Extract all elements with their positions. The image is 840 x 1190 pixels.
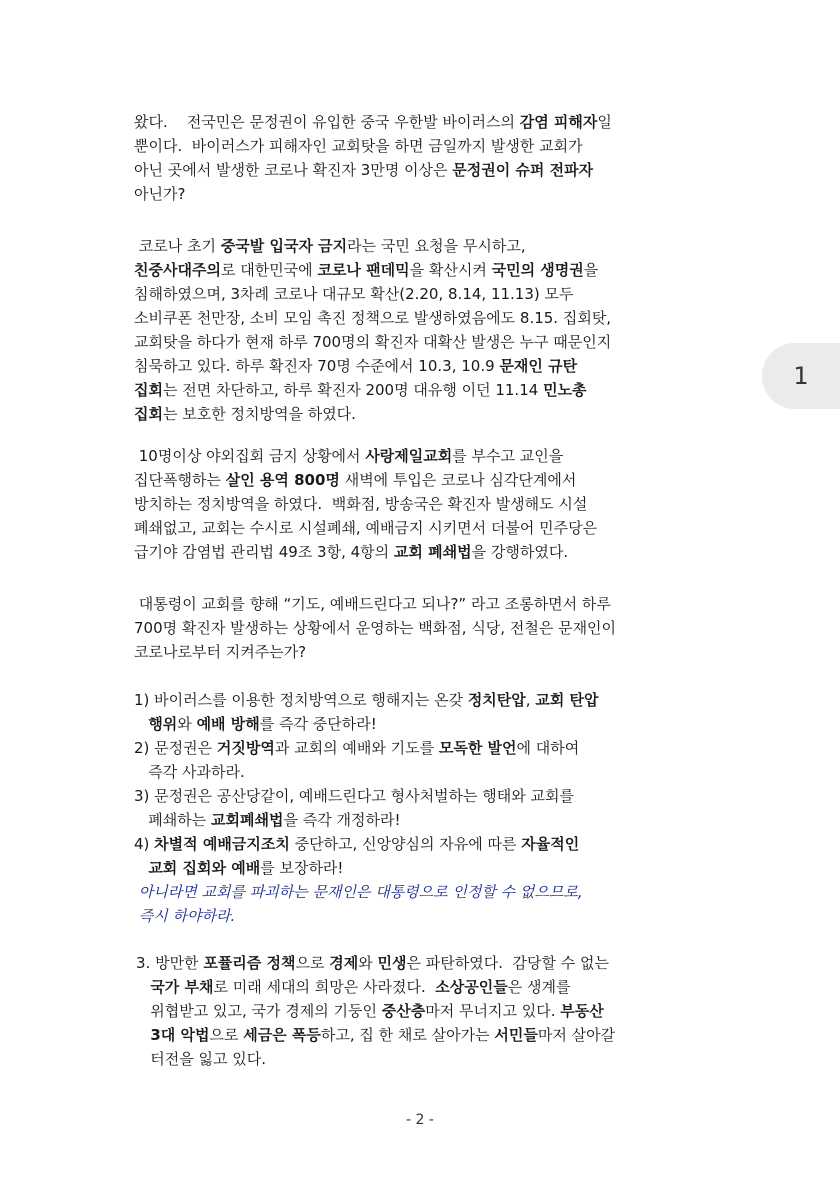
text-segment: [136, 978, 150, 996]
bold-text: 자율적인: [521, 835, 580, 853]
bold-text: 집회: [134, 405, 163, 423]
text-line: [134, 616, 746, 640]
text-segment: 은 파탄하였다. 감당할 수 없는: [406, 954, 609, 972]
bold-text: 국민의 생명권: [491, 261, 584, 279]
bold-text: 소상공인들: [435, 978, 508, 996]
text-line: [134, 592, 746, 616]
text-segment: 하고, 집 한 채로 살아가는: [320, 1026, 495, 1044]
text-line: [136, 1023, 748, 1047]
text-segment: 로 대한민국에: [220, 261, 318, 279]
bold-text: 교회폐쇄법: [211, 811, 284, 829]
bold-text: 정치탄압: [467, 691, 526, 709]
text-segment: 소비쿠폰 천만장, 소비 모임 촉진 정책으로 발생하였음에도 8.15. 집회탓,: [134, 309, 612, 327]
text-segment: 마저 살아갈: [537, 1026, 616, 1044]
text-segment: 3) 문정권은 공산당같이, 예배드린다고 형사처벌하는 행태와 교회를: [134, 787, 575, 805]
text-segment: 은 생계를: [507, 978, 571, 996]
text-line: [134, 640, 746, 664]
text-segment: 1) 바이러스를 이용한 정치방역으로 행해지는 온갖: [134, 691, 468, 709]
bold-text: 코로나 팬데믹: [317, 261, 410, 279]
bold-text: 세금은 폭등: [243, 1026, 321, 1044]
text-line: [134, 234, 746, 258]
bold-text: 모독한 발언: [438, 739, 517, 757]
text-segment: 을 확산시켜: [409, 261, 492, 279]
text-segment: 교회탓을 하다가 현재 하루 700명의 확진자 대확산 발생은 누구 때문인지: [134, 333, 612, 351]
text-line: [134, 808, 746, 832]
text-line: [134, 378, 746, 402]
text-segment: 와: [177, 715, 197, 733]
text-segment: 급기야 감염법 관리법 49조 3항, 4항의: [134, 543, 394, 561]
bold-text: 집회: [134, 381, 163, 399]
emphasis-text: 아니라면 교회를 파괴하는 문재인은 대통령으로 인정할 수 없으므로,: [134, 883, 583, 901]
text-segment: 3. 방만한: [136, 954, 204, 972]
text-segment: 4): [134, 835, 155, 853]
text-segment: [134, 715, 148, 733]
text-segment: 폐쇄없고, 교회는 수시로 시설폐쇄, 예배금지 시키면서 더불어 민주당은: [134, 519, 598, 537]
text-segment: 새벽에 투입은 코로나 심각단계에서: [339, 471, 577, 489]
text-line: [134, 492, 746, 516]
text-segment: [136, 1026, 150, 1044]
text-segment: 터전을 잃고 있다.: [136, 1050, 267, 1068]
page-number-tab[interactable]: 1: [762, 343, 840, 409]
text-segment: 라는 국민 요청을 무시하고,: [347, 237, 526, 255]
text-line: [134, 110, 746, 134]
text-segment: 를 부수고 교인을: [452, 447, 564, 465]
text-segment: 위협받고 있고, 국가 경제의 기둥인: [136, 1002, 382, 1020]
bold-text: 교회 폐쇄법: [393, 543, 472, 561]
text-line: [134, 904, 746, 928]
text-line: [134, 784, 746, 808]
text-line: [134, 468, 746, 492]
bold-text: 예배 방해: [196, 715, 260, 733]
text-line: [134, 258, 746, 282]
text-segment: 코로나 초기: [134, 237, 221, 255]
text-segment: 을 강행하였다.: [471, 543, 569, 561]
text-line: [134, 282, 746, 306]
text-segment: 왔다. 전국민은 문정권이 유입한 중국 우한발 바이러스의: [134, 113, 520, 131]
text-segment: 뿐이다. 바이러스가 피해자인 교회탓을 하면 금일까지 발생한 교회가: [134, 137, 583, 155]
text-segment: 를 즉각 중단하라!: [259, 715, 377, 733]
text-line: [134, 330, 746, 354]
text-segment: [134, 859, 148, 877]
text-line: [134, 354, 746, 378]
text-segment: 코로나로부터 지켜주는가?: [134, 643, 307, 661]
text-segment: 집단폭행하는: [134, 471, 226, 489]
bold-text: 문정권이 슈퍼 전파자: [452, 161, 594, 179]
text-line: [134, 832, 746, 856]
text-segment: 마저 무너지고 있다.: [425, 1002, 561, 1020]
bold-text: 사랑제일교회: [365, 447, 453, 465]
bold-text: 교회 집회와 예배: [148, 859, 261, 877]
text-segment: 을 즉각 개정하라!: [283, 811, 401, 829]
paragraph-president-mockery: [134, 592, 746, 664]
text-line: [134, 736, 746, 760]
text-segment: 10명이상 야외집회 금지 상황에서: [134, 447, 366, 465]
demands-list: [134, 688, 746, 928]
text-line: [134, 712, 746, 736]
text-segment: 중단하고, 신앙양심의 자유에 따른: [289, 835, 522, 853]
text-segment: 침묵하고 있다. 하루 확진자 70명 수준에서 10.3, 10.9: [134, 357, 500, 375]
text-line: [134, 856, 746, 880]
bold-text: 서민들: [494, 1026, 538, 1044]
bold-text: 경제: [329, 954, 359, 972]
text-segment: 대통령이 교회를 향해 “기도, 예배드린다고 되나?” 라고 조롱하면서 하루: [134, 595, 611, 613]
text-segment: 일: [597, 113, 612, 131]
bold-text: 중산층: [381, 1002, 426, 1020]
paragraph-infection-victims: [134, 110, 746, 206]
text-line: [134, 402, 746, 426]
text-line: [134, 134, 746, 158]
bold-text: 부동산: [560, 1002, 604, 1020]
bold-text: 거짓방역: [216, 739, 275, 757]
text-segment: 으로: [295, 954, 330, 972]
bold-text: 차별적 예배금지조치: [154, 835, 290, 853]
text-line: [134, 182, 746, 206]
paragraph-church-raid: [134, 444, 746, 564]
text-segment: 700명 확진자 발생하는 상황에서 운영하는 백화점, 식당, 전철은 문재인이: [134, 619, 617, 637]
bold-text: 살인 용역 800명: [225, 471, 340, 489]
bold-text: 3대 악법: [150, 1026, 210, 1044]
bold-text: 문재인 규탄: [499, 357, 578, 375]
paragraph-pandemic-spread: [134, 234, 746, 426]
text-segment: 폐쇄하는: [134, 811, 212, 829]
text-line: [134, 688, 746, 712]
text-segment: 과 교회의 예배와 기도를: [274, 739, 439, 757]
text-line: [134, 880, 746, 904]
bold-text: 민생: [377, 954, 407, 972]
bold-text: 감염 피해자: [519, 113, 598, 131]
bold-text: 교회 탄압: [535, 691, 599, 709]
bold-text: 친중사대주의: [134, 261, 221, 279]
text-segment: ,: [525, 691, 536, 709]
text-line: [134, 444, 746, 468]
text-line: [134, 306, 746, 330]
bold-text: 민노총: [543, 381, 587, 399]
bold-text: 포퓰리즘 정책: [203, 954, 296, 972]
bold-text: 행위: [148, 715, 178, 733]
text-line: [136, 1047, 748, 1071]
text-line: [134, 158, 746, 182]
text-line: [136, 951, 748, 975]
text-line: [136, 975, 748, 999]
bold-text: 국가 부채: [150, 978, 214, 996]
text-segment: 에 대하여: [516, 739, 580, 757]
text-segment: 아닌가?: [134, 185, 186, 203]
text-segment: 을: [583, 261, 599, 279]
text-segment: 방치하는 정치방역을 하였다. 백화점, 방송국은 확진자 발생해도 시설: [134, 495, 588, 513]
page-footer: - 2 -: [406, 1112, 434, 1128]
text-line: [134, 760, 746, 784]
text-segment: 로 미래 세대의 희망은 사라졌다.: [213, 978, 436, 996]
paragraph-economy: [136, 951, 748, 1071]
text-segment: 아닌 곳에서 발생한 코로나 확진자 3만명 이상은: [134, 161, 453, 179]
text-segment: 침해하였으며, 3차례 코로나 대규모 확산(2.20, 8.14, 11.13) 모두: [134, 285, 574, 303]
emphasis-text: 즉시 하야하라.: [134, 907, 236, 925]
text-segment: 즉각 사과하라.: [134, 763, 245, 781]
text-segment: 는 보호한 정치방역을 하였다.: [162, 405, 356, 423]
text-line: [134, 516, 746, 540]
text-line: [134, 540, 746, 564]
bold-text: 중국발 입국자 금지: [220, 237, 348, 255]
text-segment: 으로: [209, 1026, 244, 1044]
text-segment: 와: [358, 954, 378, 972]
text-segment: 는 전면 차단하고, 하루 확진자 200명 대유행 이던 11.14: [162, 381, 544, 399]
text-segment: 를 보장하라!: [260, 859, 344, 877]
text-line: [136, 999, 748, 1023]
text-segment: 2) 문정권은: [134, 739, 217, 757]
